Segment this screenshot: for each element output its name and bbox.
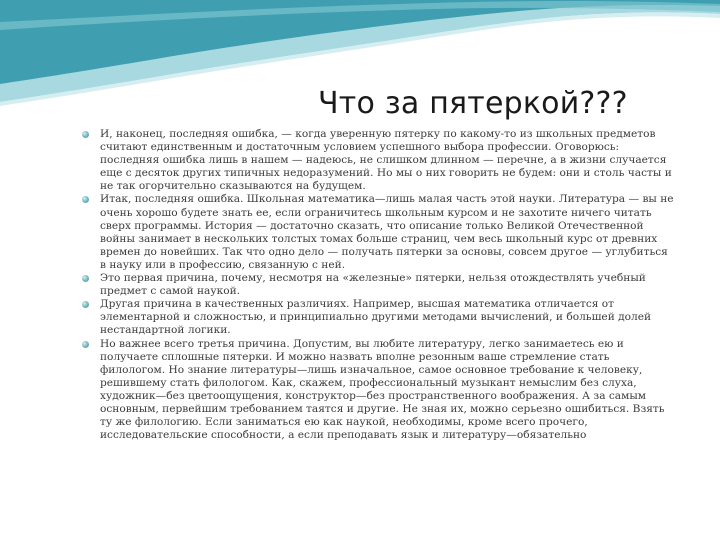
bullet-text: Итак, последняя ошибка. Школьная математика—лишь малая часть этой науки. Литература — вы не очень хорошо будете знать ее, если ограничитесь школьным курсом и не захотите ничего читать сверх программы. История — достаточно сказать, что описание только Великой Отечественной войны занимает в нескольких толстых томах больше страниц, чем весь школьный курс от древних времен до новейших. Так что одно дело — получать пятерки за основы, совсем другое — углубиться в науку или в профессию, связанную с ней. — [100, 193, 674, 271]
list-item — [100, 272, 676, 298]
list-item — [100, 128, 676, 193]
bullet-dot-icon — [82, 275, 89, 282]
bullet-text: Другая причина в качественных различиях. Например, высшая математика отличается от элементарной и сложностью, и принципиально другими методами вычислений, и большей долей нестандартной логики. — [100, 298, 652, 337]
bullet-dot-icon — [82, 131, 89, 138]
slide-title: Что за пятеркой??? — [318, 86, 628, 121]
bullet-dot-icon — [82, 301, 89, 308]
bullet-list — [100, 128, 676, 442]
bullet-text: Но важнее всего третья причина. Допустим, вы любите литературу, легко занимаетесь ею и получаете сплошные пятерки. И можно назвать вполне резонным ваше стремление стать филологом. Но знание литературы—лишь изначальное, самое основное требование к человеку, решившему стать филологом. Как, скажем, профессиональный музыкант немыслим без слуха, художник—без цветоощущения, конструктор—без пространственного воображения. А за самым основным, первейшим требованием таятся и другие. Не зная их, можно серьезно ошибиться. Взять ту же филологию. Если заниматься ею как наукой, необходимы, кроме всего прочего, исследовательские способности, а если преподавать язык и литературу—обязательно — [100, 337, 665, 442]
list-item — [100, 338, 676, 443]
bullet-dot-icon — [82, 196, 89, 203]
bullet-text: И, наконец, последняя ошибка, — когда уверенную пятерку по какому-то из школьных предметов считают единственным и достаточным условием успешного выбора профессии. Оговорюсь: последняя ошибка лишь в нашем — надеюсь, не слишком длинном — перечне, а в жизни случается еще с десяток других типичных недоразумений. Но мы о них говорить не будем: они и столь часты и не так огорчительно сказываются на будущем. — [100, 128, 672, 193]
list-item — [100, 298, 676, 337]
bullet-dot-icon — [82, 341, 89, 348]
list-item — [100, 193, 676, 272]
bullet-text: Это первая причина, почему, несмотря на «железные» пятерки, нельзя отождествлять учебный предмет с самой наукой. — [100, 272, 646, 298]
